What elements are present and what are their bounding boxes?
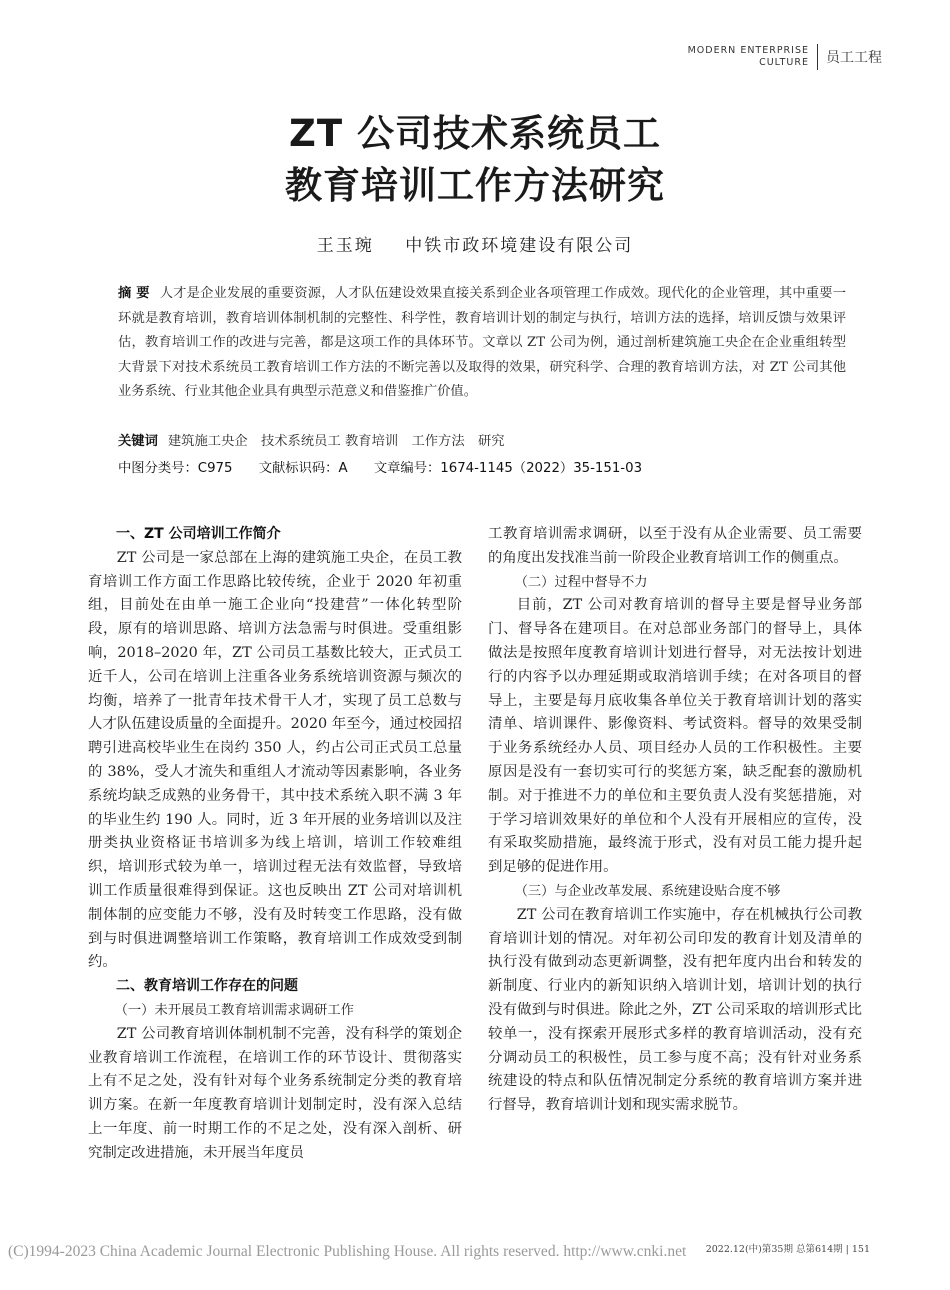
paragraph: ZT 公司教育培训体制机制不完善，没有科学的策划企业教育培训工作流程，在培训工作的环节设计、贯彻落实上有不足之处，没有针对每个业务系统制定分类的教育培训方案。在新一年度教育培训计划制定时，没有深入总结上一年度、前一时期工作的不足之处，没有深入剖析、研究制定改进措施，未开展当年度员 — [88, 1025, 462, 1161]
title-line-2: 教育培训工作方法研究 — [285, 164, 665, 207]
author-name: 王玉琬 — [316, 236, 374, 256]
article-number: 文章编号：1674-1145（2022）35-151-03 — [373, 461, 643, 476]
subsection-heading: （二）过程中督导不力 — [514, 574, 648, 590]
section-heading: 一、ZT 公司培训工作简介 — [116, 526, 281, 542]
journal-header — [688, 44, 882, 70]
journal-english-name: MODERN ENTERPRISE CULTURE — [687, 45, 809, 68]
author-line — [0, 231, 950, 256]
subsection-heading: （三）与企业改革发展、系统建设贴合度不够 — [514, 883, 781, 899]
abstract-label: 摘 要 — [118, 286, 150, 301]
keywords-label: 关键词 — [118, 434, 158, 449]
keywords-text: 建筑施工央企 技术系统员工 教育培训 工作方法 研究 — [167, 434, 505, 449]
section-heading: 二、教育培训工作存在的问题 — [116, 978, 298, 995]
paragraph-continued: 工教育培训需求调研，以至于没有从企业需要、员工需要的角度出发找准当前一阶段企业教育培训工作的侧重点。 — [488, 526, 862, 566]
classification-info — [118, 457, 846, 476]
title-line-1: ZT 公司技术系统员工 — [289, 112, 661, 155]
paragraph: 目前，ZT 公司对教育培训的督导主要是督导业务部门、督导各在建项目。在对总部业务部门的督导上，具体做法是按照年度教育培训计划进行督导，对无法按计划进行的内容予以办理延期或取消培训手续；在对各项目的督导上，主要是每月底收集各单位关于教育培训计划的落实清单、培训课件、影像资料、考试资料。督导的效果受制于业务系统经办人员、项目经办人员的工作积极性。主要原因是没有一套切实可行的奖惩方案，缺乏配套的激励机制。对于推进不力的单位和主要负责人没有奖惩措施，对于学习培训效果好的单位和个人没有开展相应的宣传，没有采取奖励措施，最终流于形式，没有对员工能力提升起到足够的促进作用。 — [488, 597, 862, 876]
paragraph: ZT 公司在教育培训工作实施中，存在机械执行公司教育培训计划的情况。对年初公司印发的教育计划及清单的执行没有做到动态更新调整，没有把年度内出台和转发的新制度、行业内的新知识纳入培训计划，培训计划的执行没有做到与时俱进。除此之外，ZT 公司采取的培训形式比较单一，没有探索开展形式多样的教育培训活动，没有充分调动员工的积极性，员工参与度不高；没有针对业务系统建设的特点和队伍情况制定分系统的教育培训方案并进行督导，教育培训计划和现实需求脱节。 — [488, 906, 862, 1114]
copyright-watermark: (C)1994-2023 China Academic Journal Electronic Publishing House. All rights reserved. http://www.cnki.net — [8, 1243, 687, 1260]
body-column-left — [88, 523, 462, 1166]
abstract — [118, 282, 846, 405]
document-code: 文献标识码：A — [258, 461, 348, 476]
author-affiliation: 中铁市政环境建设有限公司 — [405, 236, 634, 256]
section-name: 员工工程 — [826, 50, 882, 66]
page-info: 2022.12(中)第35期 总第614期 | 151 — [705, 1244, 870, 1255]
subsection-heading: （一）未开展员工教育培训需求调研工作 — [114, 1002, 354, 1018]
paragraph: ZT 公司是一家总部在上海的建筑施工央企，在员工教育培训工作方面工作思路比较传统，企业于 2020 年初重组，目前处在由单一施工企业向“投建营”一体化转型阶段，原有的培训思路、培训方法急需与时俱进。受重组影响，2018–2020 年，ZT 公司员工基数比较大，正式员工近千人，公司在培训上注重各业务系统培训资源与频次的均衡，培养了一批青年技术骨干人才，实现了员工总数与人才队伍建设质量的全面提升。2020 年至今，通过校园招聘引进高校毕业生在岗约 350 人，约占公司正式员工总量的 38%，受人才流失和重组人才流动等因素影响，各业务系统均缺乏成熟的业务骨干，其中技术系统入职不满 3 年的毕业生约 190 人。同时，近 3 年开展的业务培训以及注册类执业资格证书培训多为线上培训，培训工作较难组织，培训形式较为单一，培训过程无法有效监督，导致培训工作质量很难得到保证。这也反映出 ZT 公司对培训机制体制的应变能力不够，没有及时转变工作思路，没有做到与时俱进调整培训工作策略，教育培训工作成效受到制约。 — [88, 549, 462, 971]
clc-number: 中图分类号：C975 — [118, 461, 233, 476]
body-column-right — [488, 523, 862, 1118]
paper-title — [0, 108, 950, 212]
keywords — [118, 430, 846, 449]
abstract-text: 人才是企业发展的重要资源，人才队伍建设效果直接关系到企业各项管理工作成效。现代化的企业管理，其中重要一环就是教育培训，教育培训体制机制的完整性、科学性，教育培训计划的制定与执行，培训方法的选择，培训反馈与效果评估，教育培训工作的改进与完善，都是这项工作的具体环节。文章以 ZT 公司为例，通过剖析建筑施工央企在企业重组转型大背景下对技术系统员工教育培训工作方法的不断完善以及取得的效果，研究科学、合理的教育培训方法，对 ZT 公司其他业务系统、行业其他企业具有典型示范意义和借鉴推广价值。 — [118, 286, 846, 399]
header-divider — [817, 44, 818, 70]
